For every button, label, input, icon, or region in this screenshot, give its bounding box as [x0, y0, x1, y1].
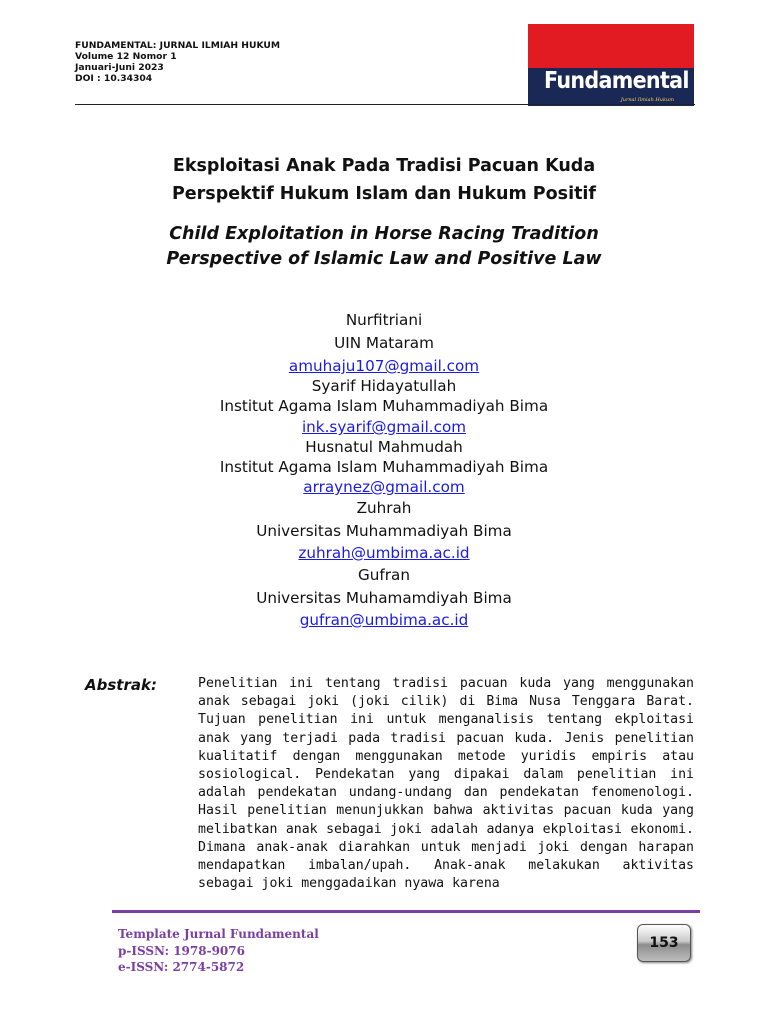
journal-info	[75, 40, 280, 84]
abstract-text: Penelitian ini tentang tradisi pacuan kuda yang menggunakan anak sebagai joki (joki cilik) di Bima Nusa Tenggara Barat. Tujuan penelitian ini untuk menganalisis tentang ekploitasi anak yang terjadi pada tradisi pacuan kuda. Jenis penelitian kualitatif dengan menggunakan metode yuridis empiris atau sosiological. Pendekatan yang dipakai dalam penelitian ini adalah pendekatan undang-undang dan pendekatan fenomenologi. Hasil penelitian menunjukkan bahwa aktivitas pacuan kuda yang melibatkan anak sebagai joki adalah adanya ekploitasi ekonomi. Dimana anak-anak diarahkan untuk menjadi joki dengan harapan mendapatkan imbalan/upah. Anak-anak melakukan aktivitas sebagai joki menggadaikan nyawa karena	[198, 676, 694, 892]
author-affiliation: UIN Mataram	[334, 334, 434, 352]
logo-tagline: Jurnal Ilmiah Hukum	[620, 97, 674, 103]
footer-template: Template Jurnal Fundamental	[118, 927, 319, 941]
title-id-line-1: Eksploitasi Anak Pada Tradisi Pacuan Kuda	[172, 156, 596, 176]
journal-logo	[528, 24, 694, 106]
author-name: Zuhrah	[356, 499, 412, 517]
author-name: Gufran	[358, 566, 410, 584]
author-name: Syarif Hidayatullah	[311, 377, 457, 395]
abstract-label: Abstrak:	[85, 676, 157, 694]
journal-period: Januari-Juni 2023	[75, 62, 164, 73]
author-email-link[interactable]: zuhrah@umbima.ac.id	[298, 544, 470, 562]
author-email-link[interactable]: ink.syarif@gmail.com	[301, 418, 467, 436]
journal-name: FUNDAMENTAL: JURNAL ILMIAH HUKUM	[75, 40, 281, 51]
footer-p-issn: p-ISSN: 1978-9076	[118, 943, 245, 958]
author-affiliation: Institut Agama Islam Muhammadiyah Bima	[219, 397, 549, 415]
author-affiliation: Universitas Muhammadiyah Bima	[256, 522, 512, 540]
logo-wordmark: Fundamental	[544, 68, 689, 94]
page-number: 153	[637, 924, 691, 962]
author-name: Nurfitriani	[345, 311, 423, 329]
author-affiliation: Institut Agama Islam Muhammadiyah Bima	[219, 458, 549, 476]
title-en-line-2: Perspective of Islamic Law and Positive Law	[166, 249, 602, 269]
logo-red-band	[528, 24, 694, 68]
header-divider	[75, 104, 695, 105]
footer-divider	[112, 910, 700, 913]
author-affiliation: Universitas Muhamamdiyah Bima	[256, 589, 512, 607]
journal-doi: DOI : 10.34304	[75, 73, 153, 84]
title-id-line-2: Perspektif Hukum Islam dan Hukum Positif	[171, 184, 597, 204]
author-email-link[interactable]: gufran@umbima.ac.id	[299, 611, 469, 629]
footer-info	[118, 926, 319, 976]
footer-e-issn: e-ISSN: 2774-5872	[118, 960, 245, 974]
journal-volume: Volume 12 Nomor 1	[75, 51, 177, 62]
title-indonesian	[0, 152, 768, 208]
author-email-link[interactable]: arraynez@gmail.com	[303, 478, 465, 496]
author-name: Husnatul Mahmudah	[305, 438, 463, 456]
author-email-link[interactable]: amuhaju107@gmail.com	[288, 357, 480, 375]
title-english	[0, 222, 768, 272]
title-en-line-1: Child Exploitation in Horse Racing Tradition	[169, 224, 599, 244]
